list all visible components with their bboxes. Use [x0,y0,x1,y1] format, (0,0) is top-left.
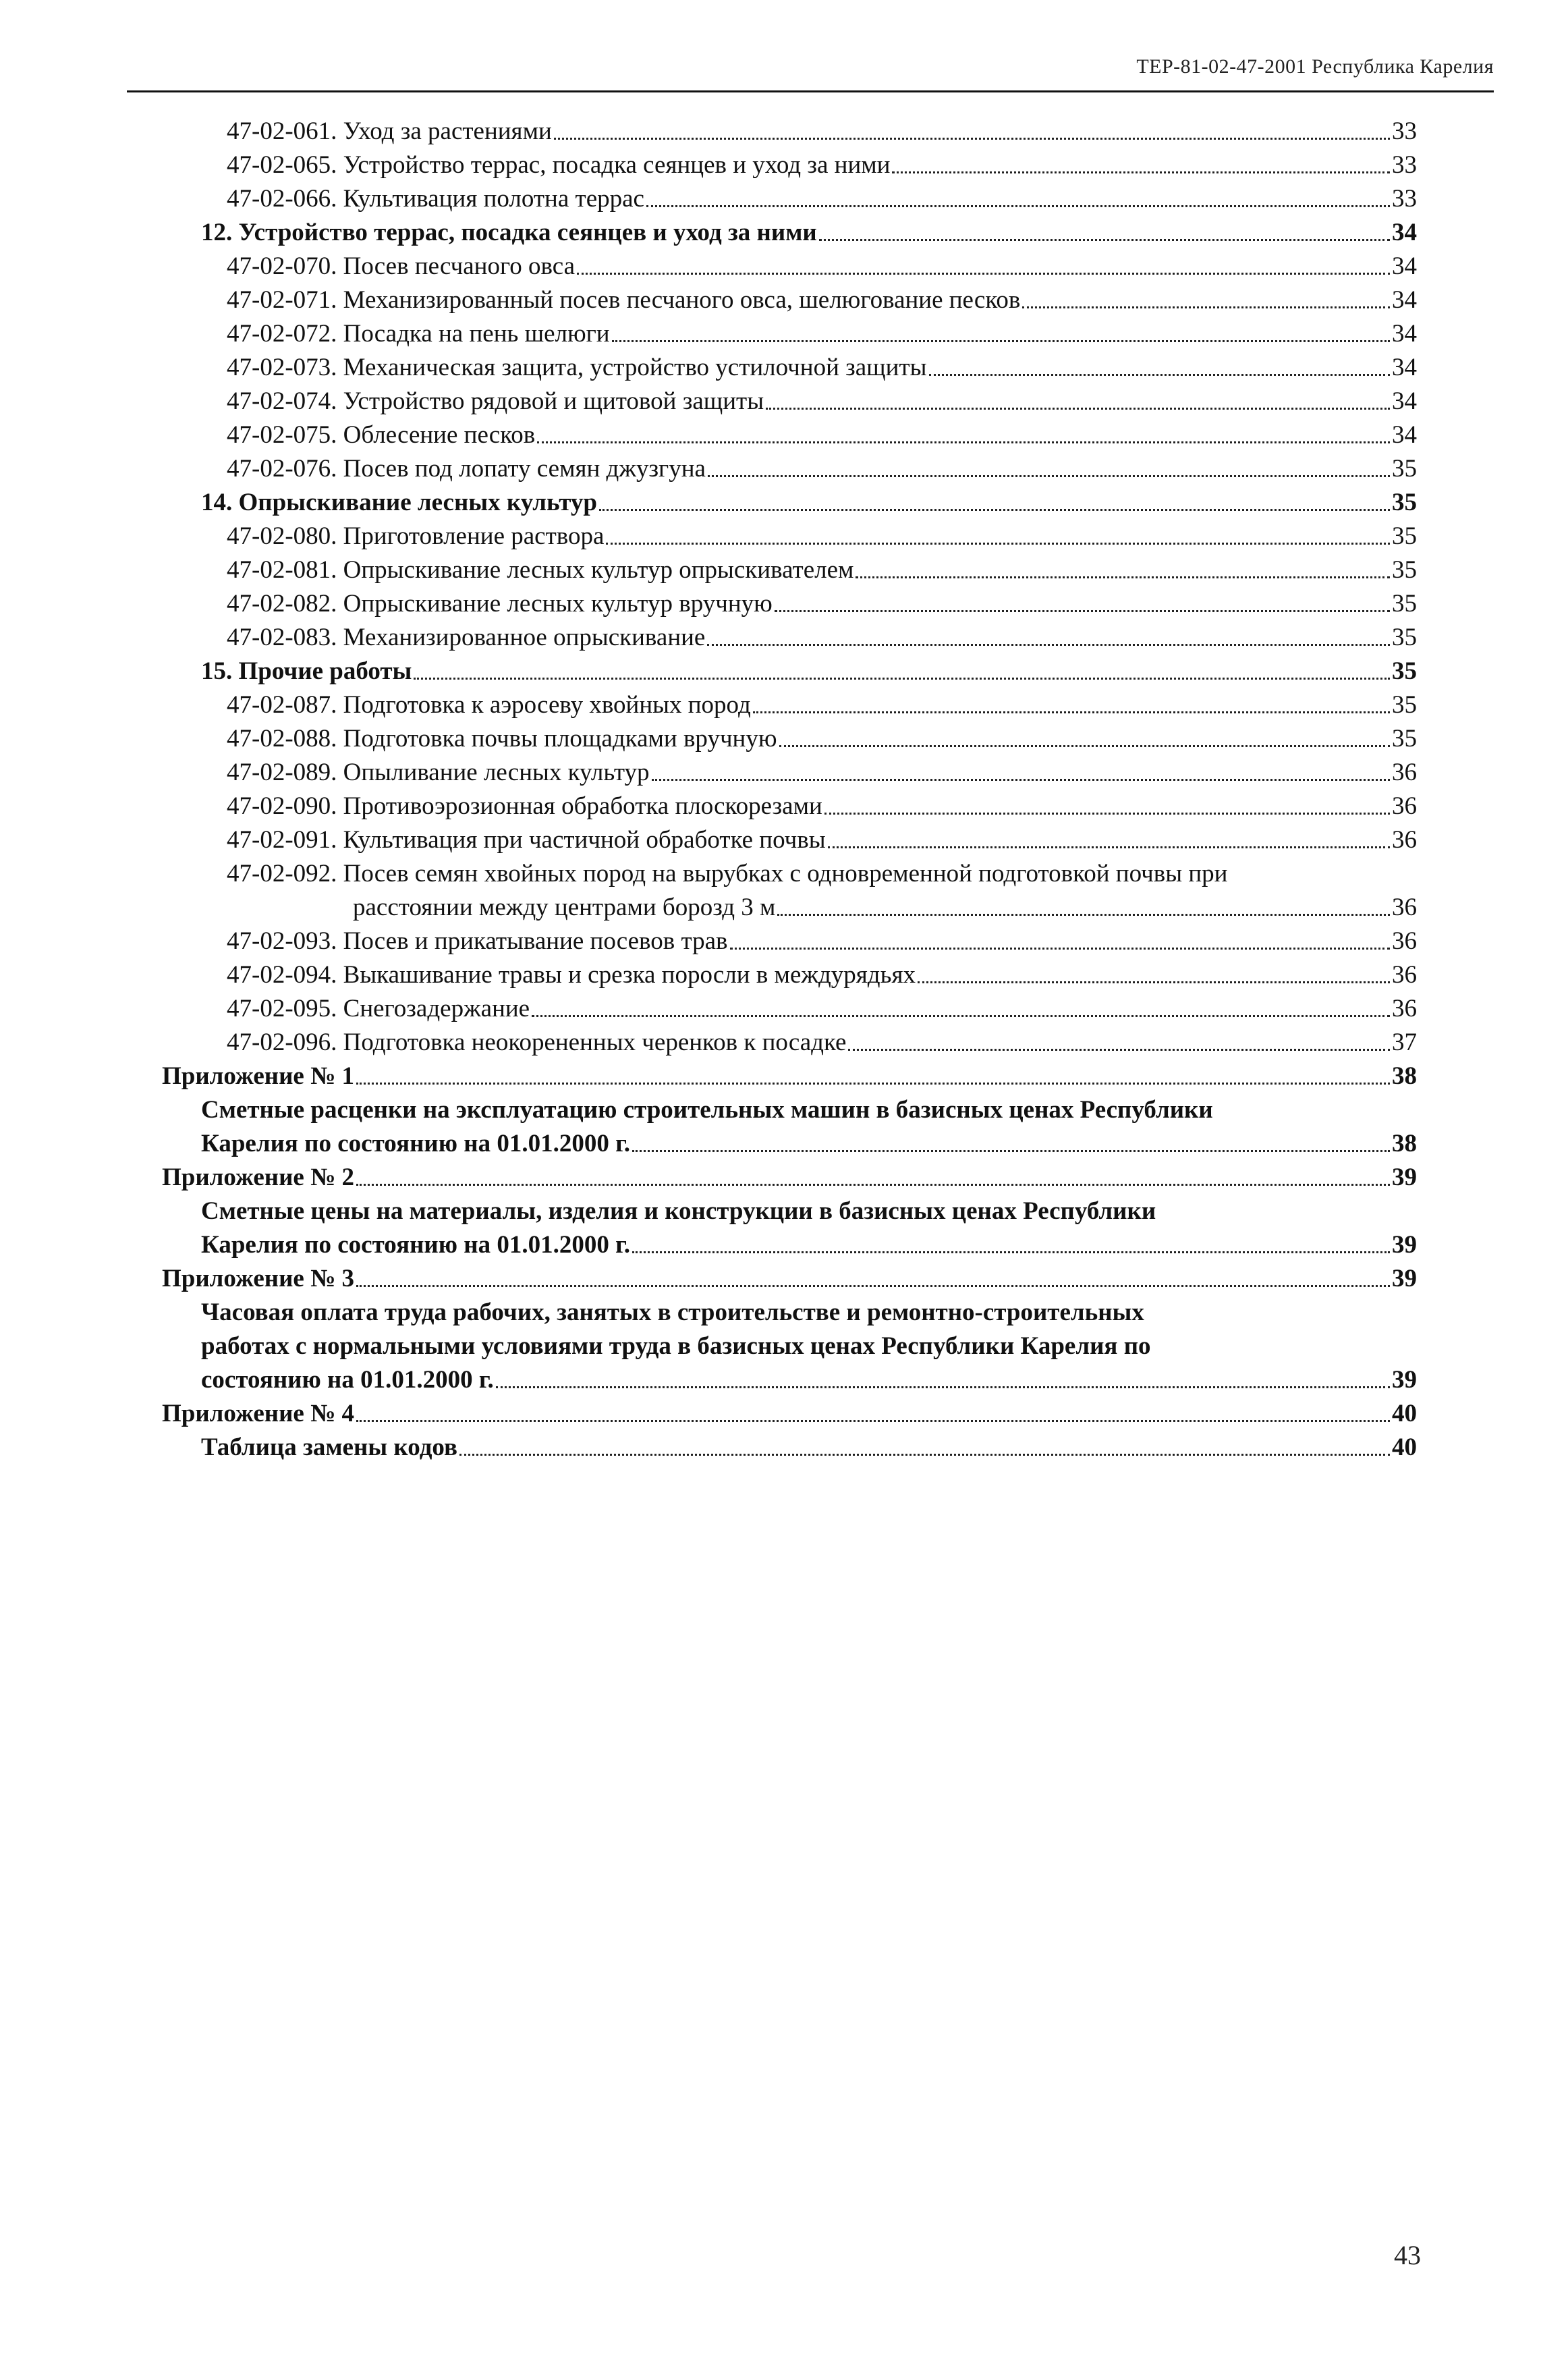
toc-entry-label: 47-02-091. Культивация при частичной обработке почвы [227,826,826,854]
dot-leader [708,475,1390,477]
toc-entry-page: 35 [1392,590,1417,618]
dot-leader [892,171,1390,173]
toc-entry-page: 35 [1392,657,1417,685]
toc-entry-label: 47-02-096. Подготовка неокорененных черенков к посадке [227,1029,847,1056]
toc-entry-label: 47-02-066. Культивация полотна террас [227,185,644,213]
toc-entry-page: 36 [1392,894,1417,921]
toc-entry[interactable] [162,958,1417,992]
toc-entry-label-line: Часовая оплата труда рабочих, занятых в строительстве и ремонтно-строительных [201,1298,1144,1326]
dot-leader [356,1285,1390,1287]
toc-entry-label: 47-02-071. Механизированный посев песчаного овса, шелюгование песков [227,286,1021,314]
toc-entry-label: 47-02-074. Устройство рядовой и щитовой защиты [227,387,764,415]
toc-entry-label: Приложение № 1 [162,1062,355,1090]
toc-entry-page: 36 [1392,826,1417,854]
toc-entry-label: 47-02-075. Облесение песков [227,421,536,449]
dot-leader [766,408,1390,410]
toc-entry[interactable] [162,1296,1417,1397]
toc-entry-page: 36 [1392,792,1417,820]
toc-entry-label: состоянию на 01.01.2000 г. [201,1366,494,1394]
dot-leader [537,441,1390,443]
toc-entry-label: Карелия по состоянию на 01.01.2000 г. [201,1130,630,1157]
toc-entry-page: 33 [1392,117,1417,145]
toc-entry[interactable] [162,385,1417,418]
dot-leader [707,644,1390,646]
toc-entry[interactable] [162,823,1417,857]
dot-leader [824,813,1390,815]
toc-entry[interactable] [162,486,1417,520]
toc-entry-page: 34 [1392,421,1417,449]
dot-leader [918,981,1390,983]
toc-entry[interactable] [162,418,1417,452]
toc-entry[interactable] [162,1431,1417,1465]
table-of-contents [162,115,1417,1465]
toc-entry[interactable] [162,992,1417,1026]
toc-entry-page: 35 [1392,624,1417,651]
toc-entry-page: 36 [1392,927,1417,955]
toc-entry-page: 36 [1392,759,1417,786]
toc-entry-page: 35 [1392,455,1417,483]
toc-entry-page: 39 [1392,1366,1417,1394]
toc-entry-page: 34 [1392,320,1417,348]
dot-leader [532,1015,1390,1017]
dot-leader [777,914,1390,916]
toc-entry[interactable] [162,148,1417,182]
toc-entry-label-line: работах с нормальными условиями труда в базисных ценах Республики Карелия по [201,1332,1151,1360]
dot-leader [632,1150,1390,1152]
toc-entry-page: 35 [1392,522,1417,550]
dot-leader [356,1083,1390,1085]
toc-entry-label-line: Сметные цены на материалы, изделия и конструкции в базисных ценах Республики [201,1197,1156,1225]
dot-leader [599,509,1390,511]
dot-leader [356,1184,1390,1186]
toc-entry-page: 39 [1392,1164,1417,1191]
toc-entry[interactable] [162,1060,1417,1093]
toc-entry-page: 35 [1392,556,1417,584]
toc-entry-label: 47-02-073. Механическая защита, устройство устилочной защиты [227,354,927,381]
toc-entry-page: 35 [1392,489,1417,516]
dot-leader [856,576,1390,578]
toc-entry[interactable] [162,216,1417,250]
toc-entry-page: 34 [1392,354,1417,381]
toc-entry-page: 40 [1392,1400,1417,1427]
toc-entry-label: 47-02-080. Приготовление раствора [227,522,605,550]
toc-entry-label: Карелия по состоянию на 01.01.2000 г. [201,1231,630,1259]
dot-leader [632,1251,1390,1253]
toc-entry[interactable] [162,790,1417,823]
dot-leader [612,340,1390,342]
toc-entry-label: 47-02-089. Опыливание лесных культур [227,759,650,786]
header-rule [127,90,1494,92]
dot-leader [459,1454,1390,1456]
toc-entry-page: 33 [1392,151,1417,179]
dot-leader [554,138,1390,140]
toc-entry-page: 34 [1392,219,1417,246]
toc-entry[interactable] [162,452,1417,486]
toc-entry[interactable] [162,587,1417,621]
toc-entry-label: 15. Прочие работы [201,657,412,685]
toc-entry-page: 39 [1392,1265,1417,1292]
dot-leader [775,610,1390,612]
toc-entry-label: Таблица замены кодов [201,1433,457,1461]
toc-entry-label: 12. Устройство террас, посадка сеянцев и уход за ними [201,219,817,246]
toc-entry-page: 35 [1392,725,1417,753]
toc-entry-label: Приложение № 3 [162,1265,355,1292]
dot-leader [646,205,1390,207]
toc-entry-label: 47-02-087. Подготовка к аэросеву хвойных пород [227,691,751,719]
dot-leader [496,1386,1390,1388]
toc-entry[interactable] [162,317,1417,351]
toc-entry-label: 47-02-094. Выкашивание травы и срезка поросли в междурядьях [227,961,916,989]
toc-entry-page: 36 [1392,961,1417,989]
toc-entry[interactable] [162,1397,1417,1431]
toc-entry-page: 33 [1392,185,1417,213]
toc-entry-page: 38 [1392,1062,1417,1090]
toc-entry[interactable] [162,621,1417,655]
dot-leader [652,779,1390,781]
toc-entry[interactable] [162,1262,1417,1296]
toc-entry-label: 47-02-090. Противоэрозионная обработка плоскорезами [227,792,822,820]
dot-leader [848,1049,1390,1051]
toc-entry-page: 38 [1392,1130,1417,1157]
page-number: 43 [1394,2240,1421,2270]
toc-entry-label: 47-02-070. Посев песчаного овса [227,252,576,280]
toc-entry[interactable] [162,857,1417,925]
dot-leader [828,846,1390,848]
toc-entry[interactable] [162,756,1417,790]
toc-entry-label: расстоянии между центрами борозд 3 м [353,894,776,921]
dot-leader [819,239,1390,241]
toc-entry-page: 39 [1392,1231,1417,1259]
toc-entry-page: 40 [1392,1433,1417,1461]
toc-entry[interactable] [162,1093,1417,1161]
toc-entry-label: 47-02-076. Посев под лопату семян джузгуна [227,455,706,483]
toc-entry[interactable] [162,1195,1417,1262]
toc-entry[interactable] [162,925,1417,958]
toc-entry-page: 34 [1392,252,1417,280]
toc-entry-label: 47-02-072. Посадка на пень шелюги [227,320,610,348]
toc-entry-label: 47-02-083. Механизированное опрыскивание [227,624,706,651]
toc-entry[interactable] [162,182,1417,216]
toc-entry-label: 47-02-095. Снегозадержание [227,995,530,1022]
dot-leader [1022,306,1390,308]
toc-entry-label: Приложение № 4 [162,1400,355,1427]
toc-entry[interactable] [162,115,1417,148]
toc-entry[interactable] [162,1026,1417,1060]
toc-entry-label: 47-02-093. Посев и прикатывание посевов трав [227,927,728,955]
dot-leader [730,948,1390,950]
toc-entry[interactable] [162,351,1417,385]
toc-entry-label: 47-02-088. Подготовка почвы площадками вручную [227,725,777,753]
toc-entry[interactable] [162,1161,1417,1195]
toc-entry[interactable] [162,722,1417,756]
toc-entry-page: 36 [1392,995,1417,1022]
dot-leader [929,374,1391,376]
toc-entry-label: 47-02-081. Опрыскивание лесных культур опрыскивателем [227,556,854,584]
toc-entry[interactable] [162,553,1417,587]
toc-entry-label: 47-02-065. Устройство террас, посадка сеянцев и уход за ними [227,151,891,179]
toc-entry-page: 34 [1392,286,1417,314]
toc-entry-label-line: Сметные расценки на эксплуатацию строительных машин в базисных ценах Республики [201,1096,1213,1124]
toc-entry[interactable] [162,688,1417,722]
toc-entry-label: 47-02-061. Уход за растениями [227,117,552,145]
document-header: ТЕР-81-02-47-2001 Республика Карелия [1136,55,1494,78]
dot-leader [577,273,1390,275]
toc-entry[interactable] [162,520,1417,553]
toc-entry-page: 35 [1392,691,1417,719]
toc-entry-page: 34 [1392,387,1417,415]
dot-leader [356,1420,1390,1422]
dot-leader [414,678,1390,680]
toc-entry[interactable] [162,250,1417,283]
dot-leader [753,711,1390,713]
toc-entry-label-line: 47-02-092. Посев семян хвойных пород на вырубках с одновременной подготовкой почвы при [227,860,1228,887]
dot-leader [606,543,1390,545]
dot-leader [779,745,1391,747]
toc-entry-page: 37 [1392,1029,1417,1056]
toc-entry-label: 14. Опрыскивание лесных культур [201,489,597,516]
toc-entry-label: Приложение № 2 [162,1164,355,1191]
toc-entry[interactable] [162,283,1417,317]
toc-entry[interactable] [162,655,1417,688]
toc-entry-label: 47-02-082. Опрыскивание лесных культур вручную [227,590,773,618]
